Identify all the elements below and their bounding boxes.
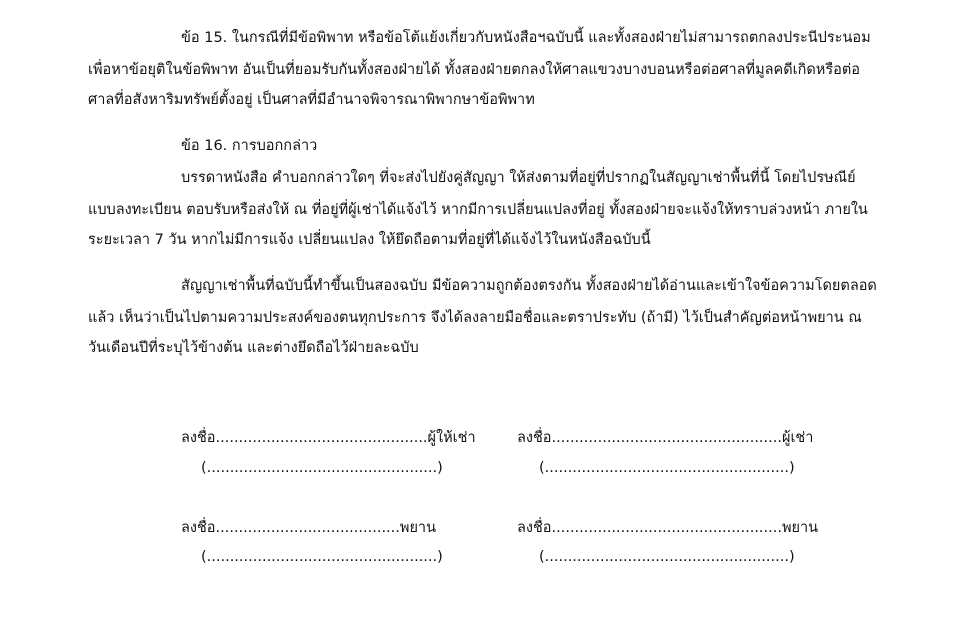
closing-line2: แล้ว เห็นว่าเป็นไปตามความประสงค์ของตนทุกประการ จึงได้ลงลายมือชื่อและตราประทับ (ถ้ามี) ไว้เป็นสำคัญต่อหน้าพยาน ณ <box>88 310 862 326</box>
witness2-signature-line: ลงชื่อ..................................................พยาน <box>517 520 819 536</box>
closing-line3: วันเดือนปีที่ระบุไว้ข้างต้น และต่างยึดถือไว้ฝ่ายละฉบับ <box>88 340 419 356</box>
clause15-line3: ศาลที่อสังหาริมทรัพย์ตั้งอยู่ เป็นศาลที่มีอำนาจพิจารณาพิพากษาข้อพิพาท <box>88 92 535 108</box>
witness1-name-line: (..................................................) <box>201 549 443 565</box>
clause15-line2: เพื่อหาข้อยุติในข้อพิพาท อันเป็นที่ยอมรับกันทั้งสองฝ่ายได้ ทั้งสองฝ่ายตกลงให้ศาลแขวงบางบอนหรือต่อศาลที่มูลคดีเกิดหรือต่อ <box>88 62 860 78</box>
lessor-name-line: (..................................................) <box>201 460 443 476</box>
clause16-heading: ข้อ 16. การบอกกล่าว <box>181 138 318 154</box>
clause16-line1: บรรดาหนังสือ คำบอกกล่าวใดๆ ที่จะส่งไปยังคู่สัญญา ให้ส่งตามที่อยู่ที่ปรากฏในสัญญาเช่าพื้นที่นี้ โดยไปรษณีย์ <box>181 170 856 186</box>
lessor-signature-line: ลงชื่อ..............................................ผู้ให้เช่า <box>181 430 476 446</box>
closing-line1: สัญญาเช่าพื้นที่ฉบับนี้ทำขึ้นเป็นสองฉบับ มีข้อความถูกต้องตรงกัน ทั้งสองฝ่ายได้อ่านและเข้าใจข้อความโดยตลอด <box>181 278 877 294</box>
witness1-signature-line: ลงชื่อ........................................พยาน <box>181 520 436 536</box>
lessee-signature-line: ลงชื่อ..................................................ผู้เช่า <box>517 430 814 446</box>
clause16-line2: แบบลงทะเบียน ตอบรับหรือส่งให้ ณ ที่อยู่ที่ผู้เช่าได้แจ้งไว้ หากมีการเปลี่ยนแปลงที่อยู่ ทั้งสองฝ่ายจะแจ้งให้ทราบล่วงหน้า ภายใน <box>88 202 868 218</box>
clause15-line1: ข้อ 15. ในกรณีที่มีข้อพิพาท หรือข้อโต้แย้งเกี่ยวกับหนังสือฯฉบับนี้ และทั้งสองฝ่ายไม่สามารถตกลงประนีประนอม <box>181 30 871 46</box>
lessee-name-line: (.....................................................) <box>539 460 795 476</box>
clause16-line3: ระยะเวลา 7 วัน หากไม่มีการแจ้ง เปลี่ยนแปลง ให้ยึดถือตามที่อยู่ที่ได้แจ้งไว้ในหนังสือฉบับนี้ <box>88 232 651 248</box>
witness2-name-line: (.....................................................) <box>539 549 795 565</box>
